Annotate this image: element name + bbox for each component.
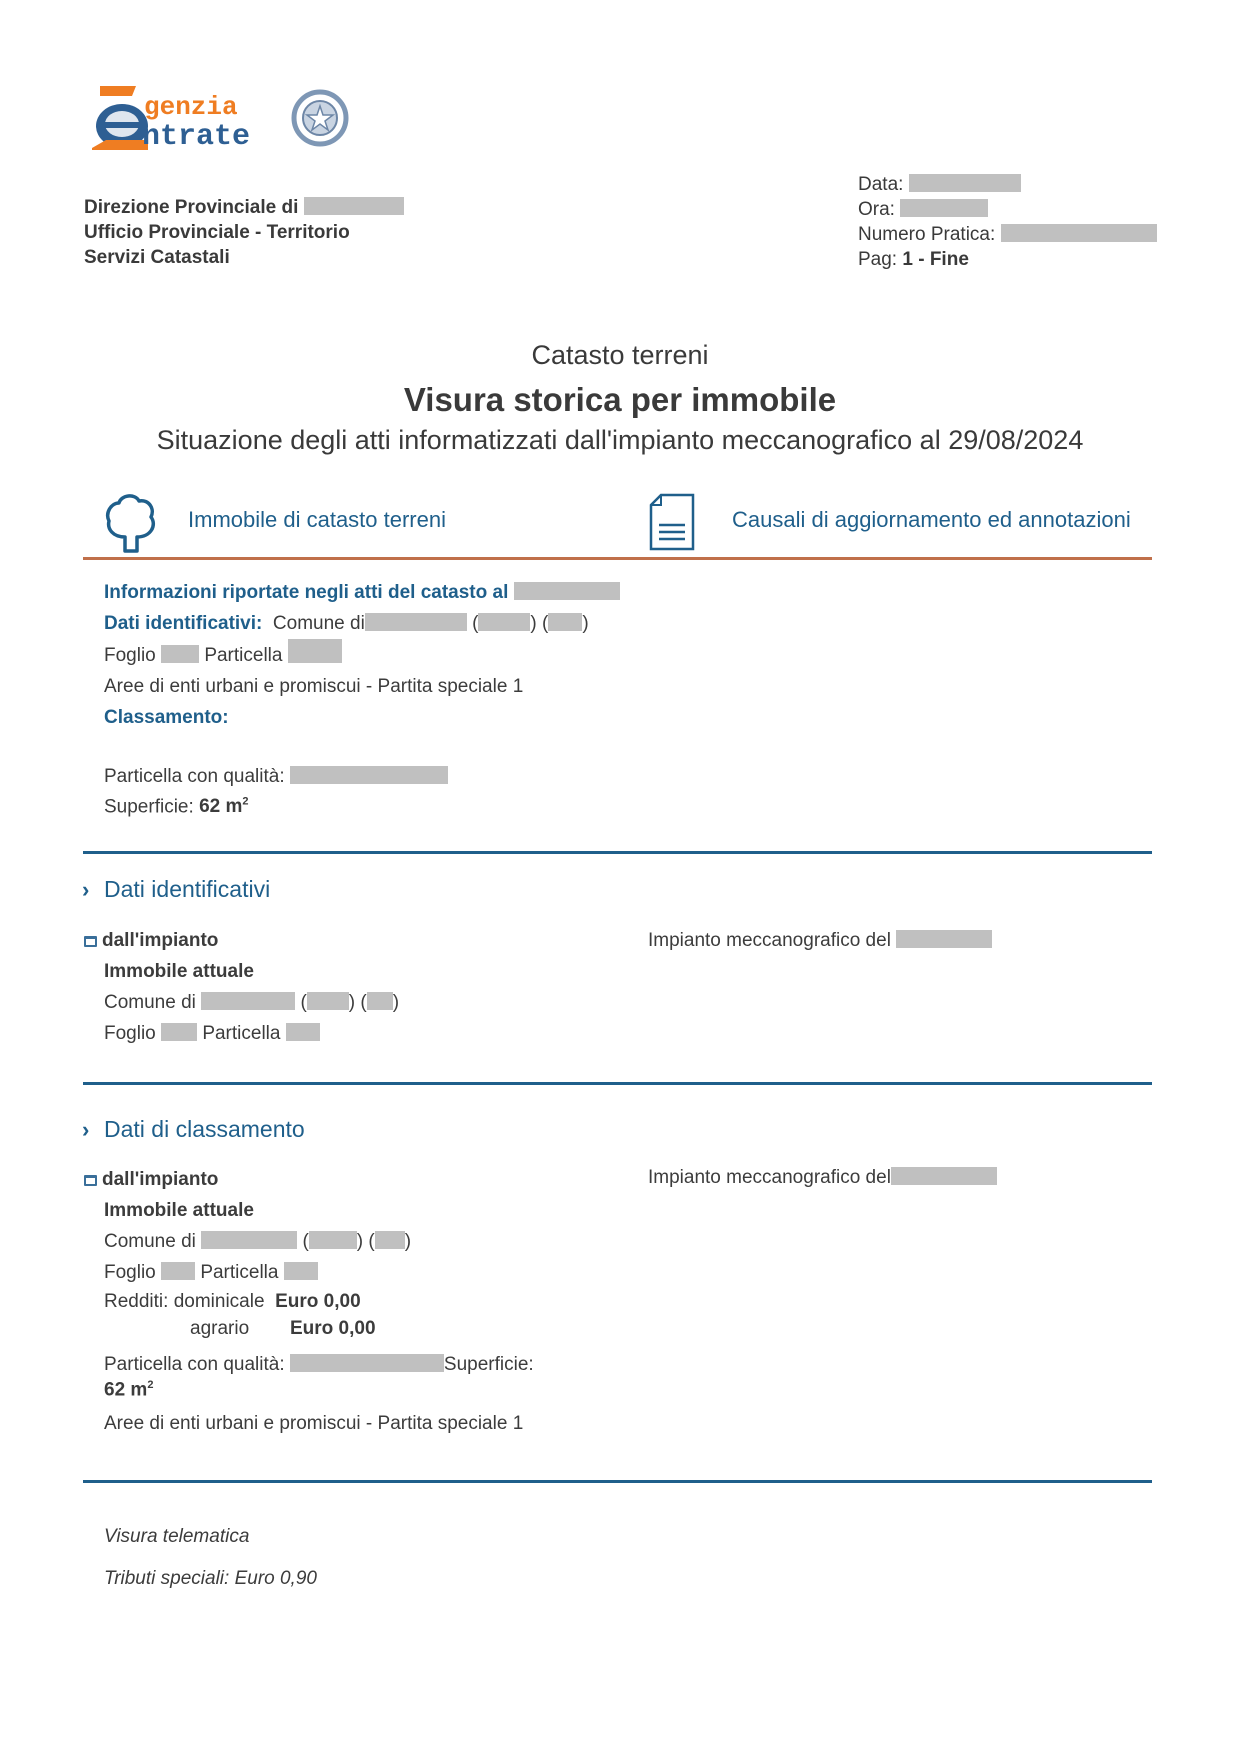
foglio-line: Foglio Particella (84, 1018, 624, 1049)
redacted (304, 197, 404, 215)
tab-causali[interactable]: Causali di aggiornamento ed annotazioni (732, 507, 1131, 532)
redditi-block (84, 1288, 644, 1342)
redacted (478, 613, 530, 631)
section-title: Dati di classamento (104, 1116, 305, 1142)
redacted (367, 992, 393, 1010)
redacted (909, 174, 1021, 192)
redacted (548, 613, 582, 631)
office-line-2: Ufficio Provinciale - Territorio (84, 222, 350, 243)
section-divider (83, 851, 1152, 854)
section-divider (83, 1480, 1152, 1483)
chevron-right-icon: › (82, 877, 90, 902)
superficie-line: Superficie: 62 $m^2$ (104, 796, 249, 818)
ora-row: Ora: (858, 197, 1157, 222)
from-line: dall'impianto (84, 925, 624, 956)
redacted (307, 992, 349, 1010)
section-dati-identificativi[interactable] (82, 876, 270, 903)
calendar-icon (84, 1175, 97, 1186)
dati-identificativi-line: Dati identificativi: Comune di ( ) ( ) (104, 613, 589, 634)
immobile-label: Immobile attuale (104, 1200, 254, 1221)
foglio-line: Foglio Particella (84, 1257, 644, 1288)
section2-body (84, 1164, 644, 1439)
section1-body (84, 925, 624, 1049)
tabs-divider (83, 557, 1152, 560)
chevron-right-icon: › (82, 1117, 90, 1142)
doc-title: Visura storica per immobile (403, 381, 837, 418)
agenzia-entrate-logo (92, 84, 354, 152)
comune-line: Comune di ( ) ( ) (104, 1231, 412, 1252)
redacted (201, 1231, 297, 1249)
redacted (284, 1262, 318, 1280)
office-line-1: Direzione Provinciale di (84, 195, 404, 220)
section-dati-classamento[interactable] (82, 1116, 305, 1143)
section-title: Dati identificativi (104, 876, 271, 902)
redacted (1001, 224, 1157, 242)
immobile-label: Immobile attuale (104, 961, 254, 982)
redacted (290, 766, 448, 784)
redacted (375, 1231, 405, 1249)
section-divider (83, 1082, 1152, 1085)
section-tabs (83, 493, 1152, 557)
redacted (161, 1023, 197, 1041)
aree-line: Aree di enti urbani e promiscui - Partita speciale 1 (104, 676, 524, 697)
svg-text:ntrate: ntrate (142, 120, 251, 152)
redacted (161, 1262, 195, 1280)
tree-icon (105, 493, 157, 558)
qualita-block: Particella con qualità: Superficie: 62 $m^2$ (104, 1354, 534, 1401)
info-line: Informazioni riportate negli atti del catasto al (104, 577, 1104, 608)
calendar-icon (84, 936, 97, 947)
foglio-line: Foglio Particella (104, 639, 1104, 671)
data-row: Data: (858, 172, 1157, 197)
doc-subtitle: Situazione degli atti informatizzati dall'impianto meccanografico al 29/08/2024 (156, 425, 1084, 455)
logo-graphic (92, 84, 354, 152)
redacted (290, 1354, 444, 1372)
agrario-row: agrario Euro 0,00 (190, 1318, 376, 1339)
redacted (896, 930, 992, 948)
redacted (514, 582, 620, 600)
redacted (288, 639, 342, 663)
footer-tributi: Tributi speciali: Euro 0,90 (104, 1568, 317, 1589)
comune-line: Comune di ( ) ( ) (104, 992, 400, 1013)
redacted (201, 992, 295, 1010)
doc-category: Catasto terreni (531, 340, 709, 370)
redacted (286, 1023, 320, 1041)
document-meta (858, 172, 1157, 272)
section2-right: Impianto meccanografico del (648, 1162, 997, 1193)
section1-right: Impianto meccanografico del (648, 925, 992, 956)
office-line-3: Servizi Catastali (84, 247, 230, 268)
office-info (84, 195, 404, 270)
redacted (309, 1231, 357, 1249)
qualita-line: Particella con qualità: (104, 764, 1104, 790)
pag-row: Pag: 1 - Fine (858, 249, 969, 270)
pratica-row: Numero Pratica: (858, 222, 1157, 247)
redacted (891, 1167, 997, 1185)
summary-block (104, 577, 1104, 819)
redacted (900, 199, 988, 217)
aree-line: Aree di enti urbani e promiscui - Partita speciale 1 (104, 1413, 524, 1435)
classamento-label: Classamento: (104, 707, 229, 728)
footer-visura: Visura telematica (104, 1526, 250, 1547)
redacted (365, 613, 467, 631)
dominicale-row: Redditi: dominicale Euro 0,00 (104, 1291, 361, 1312)
document-icon (649, 493, 695, 556)
tab-immobile[interactable]: Immobile di catasto terreni (188, 507, 446, 532)
svg-text:genzia: genzia (144, 92, 238, 122)
redacted (161, 645, 199, 663)
from-line: dall'impianto (84, 1164, 644, 1195)
